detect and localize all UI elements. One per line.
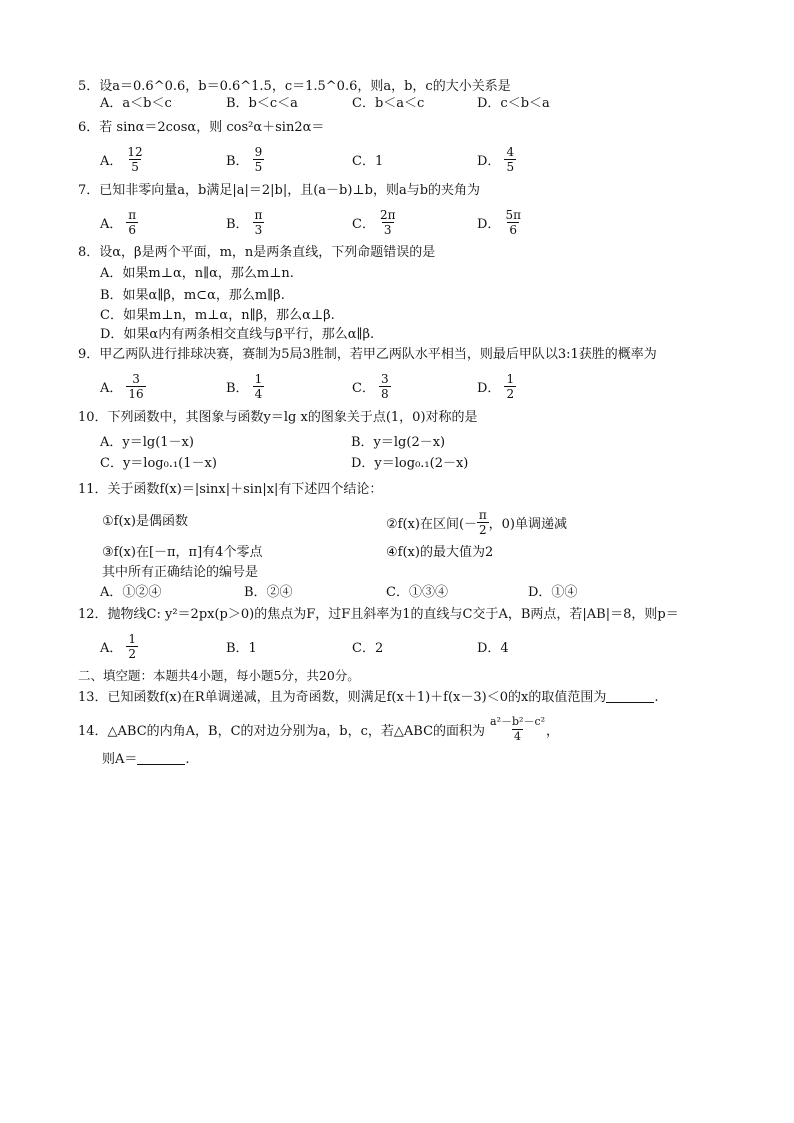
q6-option-a: A． 12 5 bbox=[100, 144, 143, 174]
q5-stem: 5．设a＝0.6^0.6，b＝0.6^1.5，c＝1.5^0.6，则a，b，c的大小关系是 bbox=[78, 79, 511, 94]
section-heading: 二、填空题：本题共4小题，每小题5分，共20分。 bbox=[78, 668, 360, 683]
q11-statement-2: ②f(x)在区间(－ π 2 ，0)单调递减 bbox=[386, 507, 567, 537]
q9-options bbox=[78, 366, 718, 406]
q5-option-a: A．a＜b＜c bbox=[100, 95, 172, 111]
q5-option-c: C．b＜a＜c bbox=[352, 95, 425, 111]
q14-answer-blank[interactable] bbox=[137, 752, 185, 765]
q9-option-b: B． 1 4 bbox=[226, 371, 263, 401]
q5-option-d: D．c＜b＜a bbox=[477, 95, 550, 111]
q5-option-b: B．b＜c＜a bbox=[226, 95, 298, 111]
q7-options bbox=[78, 202, 718, 242]
q6-option-c: C．1 bbox=[352, 153, 384, 169]
q9-option-c: C． 3 8 bbox=[352, 371, 389, 401]
q5-options bbox=[78, 91, 718, 111]
q10-stem: 10．下列函数中，其图象与函数y＝lg x的图象关于点(1，0)对称的是 bbox=[78, 410, 478, 425]
q8-stem: 8．设α，β是两个平面，m，n是两条直线，下列命题错误的是 bbox=[78, 245, 436, 260]
q11-statement-4: ④f(x)的最大值为2 bbox=[386, 545, 494, 560]
q10-option-a: A．y＝lg(1－x) bbox=[100, 435, 194, 450]
q12-option-a: A． 1 2 bbox=[100, 631, 137, 661]
q11-option-d: D．①④ bbox=[528, 585, 578, 600]
q11-stem: 11．关于函数f(x)＝|sinx|＋sin|x|有下述四个结论： bbox=[78, 482, 383, 497]
q7-option-a: A． π 6 bbox=[100, 207, 137, 237]
q13-stem: 13．已知函数f(x)在R单调递减，且为奇函数，则满足f(x＋1)＋f(x－3)＜0的x的取值范围为 . bbox=[78, 690, 659, 705]
q12-options bbox=[78, 626, 718, 666]
q11-option-a: A．①②④ bbox=[100, 585, 162, 600]
q12-option-b: B．1 bbox=[226, 640, 257, 656]
q12-option-c: C．2 bbox=[352, 640, 384, 656]
q14-line2: 则A＝ . bbox=[102, 752, 190, 767]
q12-option-d: D．4 bbox=[477, 640, 509, 656]
q13-answer-blank[interactable] bbox=[606, 690, 654, 703]
q7-stem: 7．已知非零向量a，b满足|a|＝2|b|，且(a－b)⊥b，则a与b的夹角为 bbox=[78, 183, 481, 198]
q12-stem: 12．抛物线C: y²＝2px(p＞0)的焦点为F，过F且斜率为1的直线与C交于A，B两点，若|AB|＝8，则p＝ bbox=[78, 607, 679, 622]
q6-option-b: B． 9 5 bbox=[226, 144, 263, 174]
q8-option-c: C．如果m⊥n，m⊥α，n∥β，那么α⊥β. bbox=[100, 308, 335, 323]
q8-option-b: B．如果α∥β，m⊂α，那么m∥β. bbox=[100, 288, 285, 303]
q8-option-d: D．如果α内有两条相交直线与β平行，那么α∥β. bbox=[100, 327, 375, 342]
q7-option-b: B． π 3 bbox=[226, 207, 263, 237]
q11-option-b: B．②④ bbox=[244, 585, 293, 600]
q6-stem: 6．若 sinα＝2cosα，则 cos²α＋sin2α＝ bbox=[78, 120, 325, 135]
q11-option-c: C．①③④ bbox=[386, 585, 448, 600]
q6-option-d: D． 4 5 bbox=[477, 144, 515, 174]
q10-option-c: C．y＝log₀.₁(1－x) bbox=[100, 456, 217, 471]
q10-option-b: B．y＝lg(2－x) bbox=[351, 435, 446, 450]
q8-option-a: A．如果m⊥α，n∥α，那么m⊥n. bbox=[100, 266, 294, 281]
q11-statement-3: ③f(x)在[－π，π]有4个零点 bbox=[102, 545, 263, 560]
q7-option-c: C． 2π 3 bbox=[352, 207, 396, 237]
q6-options bbox=[78, 139, 718, 179]
q9-option-a: A． 3 16 bbox=[100, 371, 144, 401]
q9-option-d: D． 1 2 bbox=[477, 371, 515, 401]
q9-stem: 9．甲乙两队进行排球决赛，赛制为5局3胜制，若甲乙两队水平相当，则最后甲队以3:1获胜的概率为 bbox=[78, 347, 657, 362]
q11-question: 其中所有正确结论的编号是 bbox=[102, 565, 259, 580]
q11-statement-1: ①f(x)是偶函数 bbox=[102, 514, 188, 529]
q7-option-d: D． 5π 6 bbox=[477, 207, 521, 237]
q14-stem: 14．△ABC的内角A，B，C的对边分别为a，b，c，若△ABC的面积为 a²－b²－c² 4 ， bbox=[78, 714, 560, 743]
q10-option-d: D．y＝log₀.₁(2－x) bbox=[351, 456, 469, 471]
